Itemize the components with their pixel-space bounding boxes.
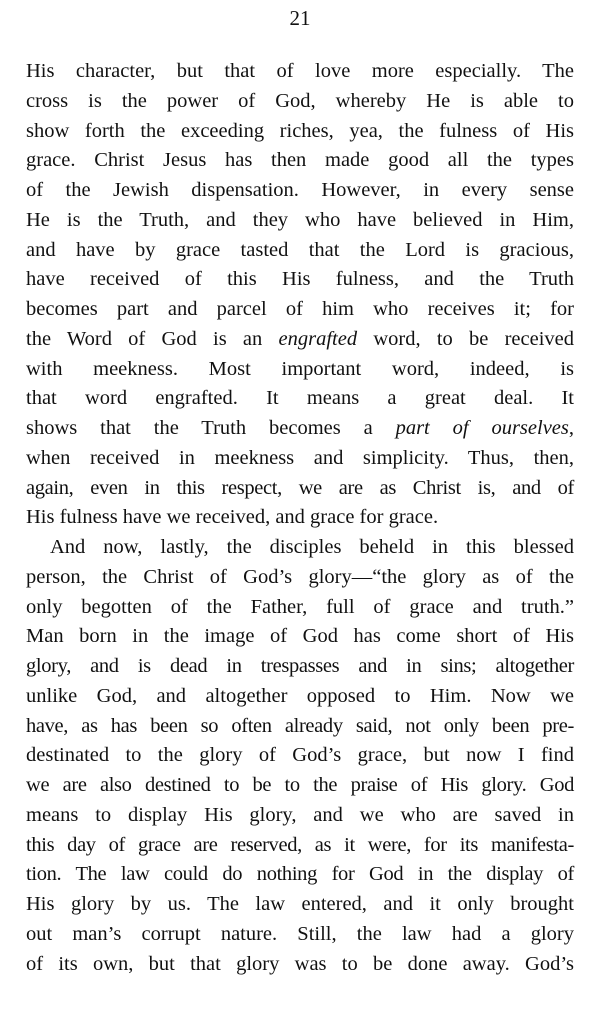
page-body-text <box>26 57 574 979</box>
text-line: and have by grace tasted that the Lord is gracious, <box>26 238 574 261</box>
text-line: have, as has been so often already said, not only been pre- <box>26 714 574 737</box>
text-line: tion. The law could do nothing for God in the display of <box>26 863 574 886</box>
text-line: His fulness have we received, and grace for grace. <box>26 506 439 529</box>
text-line: His glory by us. The law entered, and it only brought <box>26 893 574 915</box>
text-line: means to display His glory, and we who are saved in <box>26 803 574 826</box>
text-line: of its own, but that glory was to be done away. God’s <box>26 952 574 975</box>
text-line: that word engrafted. It means a great deal. It <box>26 387 574 410</box>
text-segment: the Word of God is an <box>26 327 279 350</box>
text-segment: , <box>568 417 574 439</box>
text-line: grace. Christ Jesus has then made good all the types <box>26 149 574 172</box>
text-line: cross is the power of God, whereby He is able to <box>26 89 574 112</box>
page-number: 21 <box>289 6 311 30</box>
text-line: out man’s corrupt nature. Still, the law had a glory <box>26 922 574 945</box>
text-line <box>26 414 574 444</box>
text-line: Man born in the image of God has come short of His <box>26 625 574 648</box>
text-segment: word, to be received <box>357 327 574 350</box>
text-line: of the Jewish dispensation. However, in every sense <box>26 179 574 201</box>
text-line: again, even in this respect, we are as Christ is, and of <box>26 476 574 499</box>
text-line: we are also destined to be to the praise of His glory. God <box>26 774 574 796</box>
text-line: person, the Christ of God’s glory—“the glory as of the <box>26 565 574 588</box>
italic-text: engrafted <box>278 327 358 350</box>
text-line <box>26 325 574 355</box>
text-line: only begotten of the Father, full of grace and truth.” <box>26 595 574 618</box>
text-line: He is the Truth, and they who have believed in Him, <box>26 208 574 231</box>
text-line: show forth the exceeding riches, yea, the fulness of His <box>26 119 574 142</box>
text-line: And now, lastly, the disciples beheld in this blessed <box>50 536 574 558</box>
text-line: destinated to the glory of God’s grace, but now I find <box>26 744 574 767</box>
text-line: unlike God, and altogether opposed to Him. Now we <box>26 684 574 707</box>
text-line: with meekness. Most important word, indeed, is <box>26 357 574 380</box>
text-line: glory, and is dead in trespasses and in sins; altogether <box>26 655 574 677</box>
italic-text: part of ourselves <box>395 417 569 439</box>
text-line: when received in meekness and simplicity. Thus, then, <box>26 446 574 469</box>
text-line: His character, but that of love more especially. The <box>26 60 574 82</box>
text-line: have received of this His fulness, and the Truth <box>26 268 574 291</box>
text-segment: shows that the Truth becomes a <box>26 417 396 439</box>
text-line: this day of grace are reserved, as it were, for its manifesta- <box>26 833 574 856</box>
text-line: becomes part and parcel of him who receives it; for <box>26 298 574 320</box>
